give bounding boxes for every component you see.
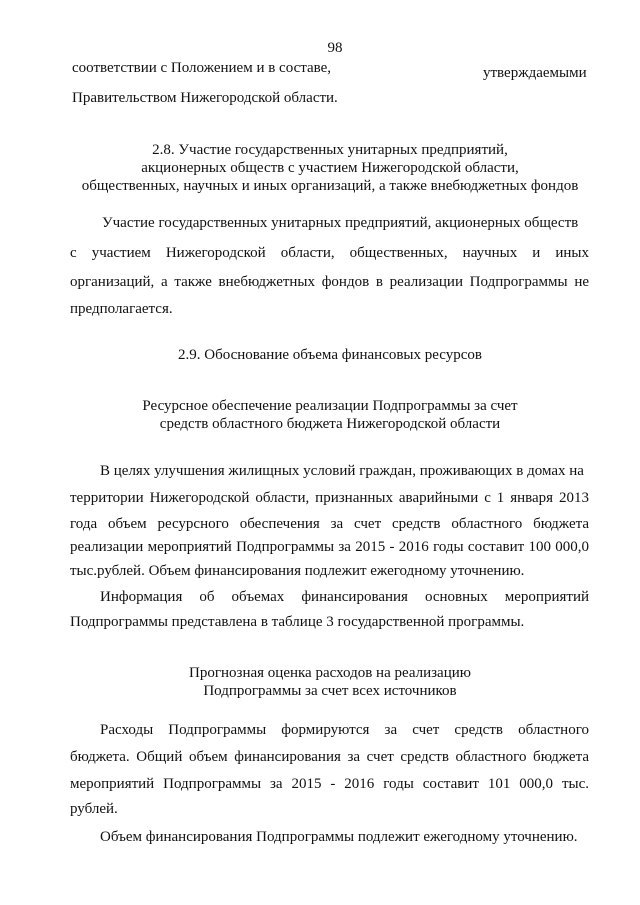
intro-line-1b: утверждаемыми <box>483 65 587 81</box>
intro-line-1a: соответствии с Положением и в составе, <box>72 60 332 76</box>
section-2-9-subheading-line-2: средств областного бюджета Нижегородской области <box>159 416 501 432</box>
section-2-8-para-line-3: организаций, а также внебюджетных фондов в реализации Подпрограммы не <box>70 274 589 290</box>
section-2-9-para4: Объем финансирования Подпрограммы подлежит ежегодному уточнению. <box>100 829 578 845</box>
page-number: 98 <box>327 40 343 56</box>
section-2-9-subheading2-line-2: Подпрограммы за счет всех источников <box>203 683 457 699</box>
section-2-8-heading-line-1: 2.8. Участие государственных унитарных предприятий, <box>152 142 508 158</box>
section-2-9-para2-line-1: Информация об объемах финансирования основных мероприятий <box>100 589 589 605</box>
section-2-8-para-line-4: предполагается. <box>70 301 173 317</box>
section-2-9-para1-line-1: В целях улучшения жилищных условий граждан, проживающих в домах на <box>100 463 584 479</box>
section-2-8-heading-line-3: общественных, научных и иных организаций, а также внебюджетных фондов <box>81 178 579 194</box>
section-2-8-heading-line-2: акционерных обществ с участием Нижегородской области, <box>141 160 519 176</box>
section-2-9-para3-line-2: бюджета. Общий объем финансирования за счет средств областного бюджета <box>70 749 589 765</box>
section-2-9-subheading2-line-1: Прогнозная оценка расходов на реализацию <box>189 665 471 681</box>
section-2-8-para-line-1: Участие государственных унитарных предприятий, акционерных обществ <box>102 215 579 231</box>
section-2-9-para1-line-5: тыс.рублей. Объем финансирования подлежит ежегодному уточнению. <box>70 563 525 579</box>
section-2-9-para1-line-4: реализации мероприятий Подпрограммы за 2015 - 2016 годы составит 100 000,0 <box>70 539 589 555</box>
section-2-9-para2-line-2: Подпрограммы представлена в таблице 3 государственной программы. <box>70 614 525 630</box>
section-2-9-subheading-line-1: Ресурсное обеспечение реализации Подпрограммы за счет <box>142 398 518 414</box>
section-2-9-para1-line-2: территории Нижегородской области, признанных аварийными с 1 января 2013 <box>70 490 589 506</box>
section-2-9-para3-line-1: Расходы Подпрограммы формируются за счет средств областного <box>100 722 589 738</box>
section-2-9-para3-line-4: рублей. <box>70 801 118 817</box>
intro-line-2: Правительством Нижегородской области. <box>72 90 338 106</box>
section-2-9-heading: 2.9. Обоснование объема финансовых ресурсов <box>177 347 482 363</box>
section-2-9-para1-line-3: года объем ресурсного обеспечения за счет средств областного бюджета <box>70 516 589 532</box>
section-2-9-para3-line-3: мероприятий Подпрограммы за 2015 - 2016 годы составит 101 000,0 тыс. <box>70 776 589 792</box>
section-2-8-para-line-2: с участием Нижегородской области, общественных, научных и иных <box>70 245 589 261</box>
